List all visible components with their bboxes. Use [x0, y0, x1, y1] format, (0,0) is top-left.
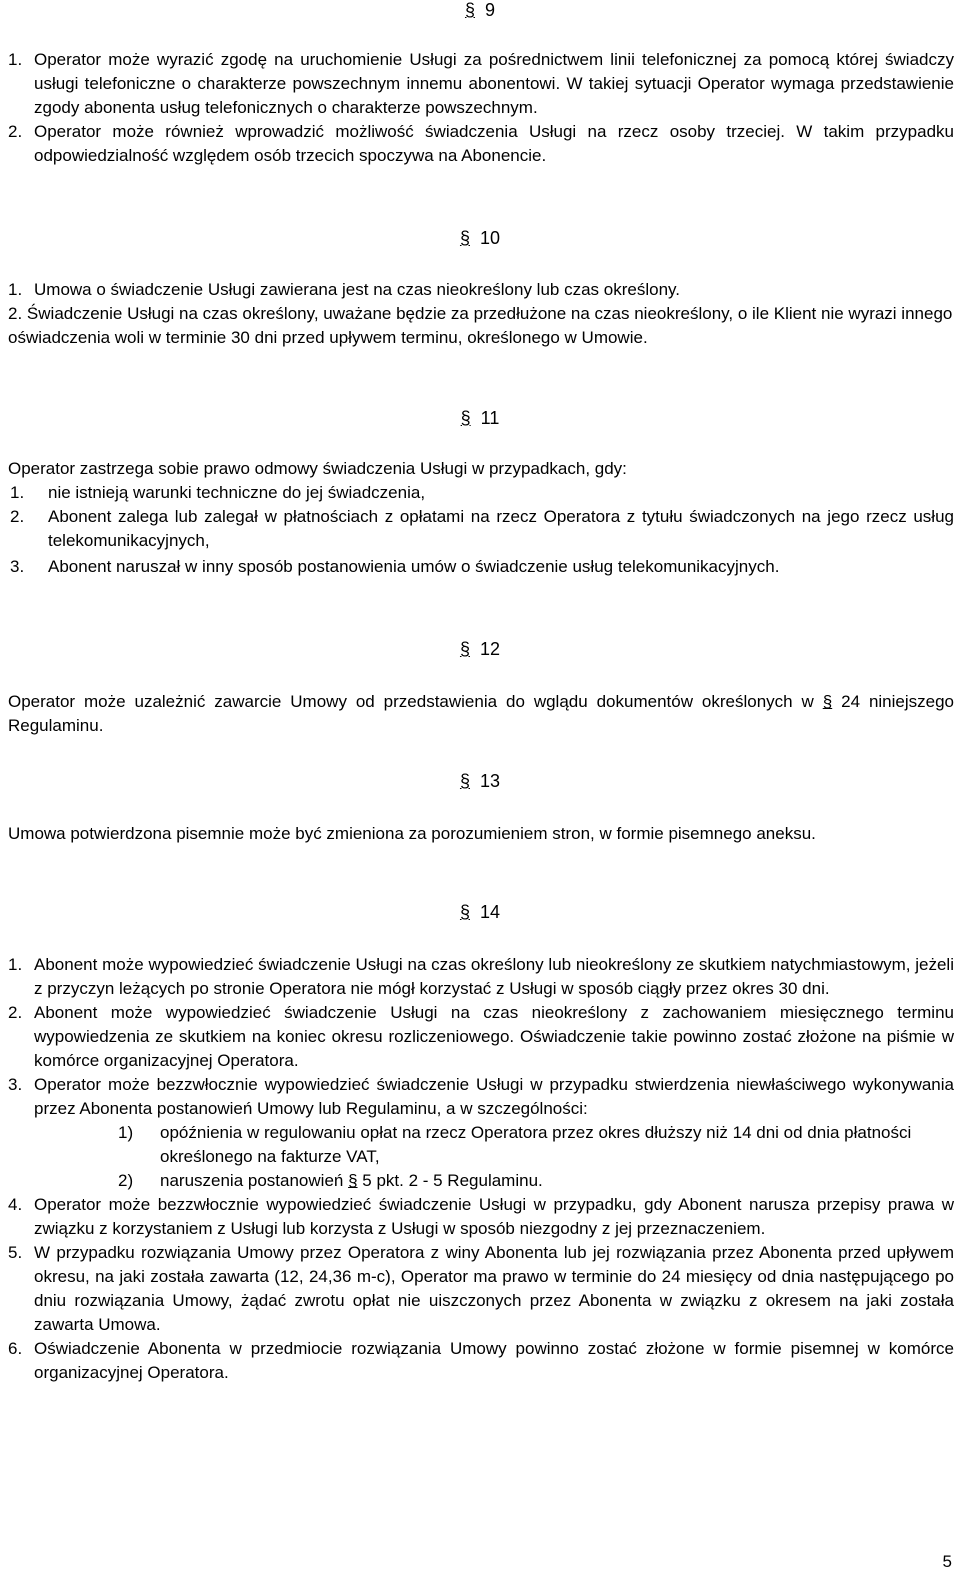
item-text: Operator może również wprowadzić możliwość świadczenia Usługi na rzecz osoby trzeciej. W takim przypadku odpowiedzialność względem osób trzecich spoczywa na Abonencie. — [34, 122, 954, 165]
list-item — [8, 48, 954, 120]
section-symbol: § — [460, 408, 471, 428]
item-text: W przypadku rozwiązania Umowy przez Operatora z winy Abonenta lub jej rozwiązania przez Abonenta przed upływem okresu, na jaki została zawarta (12, 24,36 m-c), Operator ma prawo w terminie do 24 miesięcy od dnia następującego po dniu rozwiązania Umowy, żądać zwrotu opłat nie uiszczonych przez Abonenta w związku z okresem na jaki została zawarta Umowa. — [34, 1243, 954, 1334]
item-number: 6. — [8, 1339, 23, 1358]
item-text: Umowa o świadczenie Usługi zawierana jest na czas nieokreślony lub czas określony. — [34, 280, 680, 299]
item-text: Oświadczenie Abonenta w przedmiocie rozwiązania Umowy powinno zostać złożone w formie pisemnej w komórce organizacyjnej Operatora. — [34, 1339, 954, 1382]
item-text: Abonent zalega lub zalegał w płatnościach z opłatami na rzecz Operatora z tytułu świadczonych na jego rzecz usług telekomunikacyjnych, — [48, 507, 954, 550]
section-heading-12 — [0, 637, 960, 661]
item-number: 5. — [8, 1243, 23, 1262]
item-text: Świadczenie Usługi na czas określony, uważane będzie za przedłużone na czas nieokreślony, o ile Klient nie wyrazi innego oświadczenia woli w terminie 30 dni przed upływem terminu, określonego w Umowie. — [8, 304, 953, 347]
item-number: 1. — [8, 280, 23, 299]
text-part: 24 niniejszego Regulaminu. — [8, 692, 955, 735]
text-part: 5 pkt. 2 - 5 Regulaminu. — [357, 1171, 543, 1190]
sub-item — [8, 1121, 954, 1169]
section-number: 12 — [479, 639, 501, 659]
item-text: Abonent może wypowiedzieć świadczenie Usługi na czas nieokreślony z zachowaniem miesięcznego terminu wypowiedzenia ze skutkiem na koniec okresu rozliczeniowego. Oświadczenie takie powinno zostać złożone na piśmie w komórce organizacyjnej Operatora. — [34, 1003, 954, 1070]
section-text: Umowa potwierdzona pisemnie może być zmieniona za porozumieniem stron, w formie pisemnego aneksu. — [8, 824, 816, 843]
item-text: Operator może wyrazić zgodę na uruchomienie Usługi za pośrednictwem linii telefonicznej za pomocą której świadczy usługi telefoniczne o charakterze powszechnym innemu abonentowi. W takiej sytuacji Operator wymaga przedstawienie zgody abonenta usług telefonicznych o charakterze powszechnym. — [34, 50, 954, 117]
list-item — [8, 120, 954, 168]
list-item — [8, 481, 954, 505]
section-intro: Operator zastrzega sobie prawo odmowy świadczenia Usługi w przypadkach, gdy: — [8, 459, 627, 478]
item-text: Abonent może wypowiedzieć świadczenie Usługi na czas określony lub nieokreślony ze skutkiem natychmiastowym, jeżeli z przyczyn leżących po stronie Operatora nie mógł korzystać z Usługi w sposób ciągły przez okres 30 dni. — [34, 955, 954, 998]
list-item — [8, 1241, 954, 1337]
item-number: 2. — [8, 1003, 23, 1022]
section-body-10 — [8, 278, 954, 350]
section-heading-9 — [0, 0, 960, 22]
section-text — [8, 690, 954, 738]
sub-item-number: 1) — [118, 1123, 134, 1142]
section-body-9 — [8, 48, 954, 168]
item-text: Operator może bezzwłocznie wypowiedzieć świadczenie Usługi w przypadku stwierdzenia niewłaściwego wykonywania przez Abonenta postanowień Umowy lub Regulaminu, a w szczególności: — [34, 1075, 954, 1118]
list-item — [8, 505, 954, 553]
section-heading-13 — [0, 769, 960, 793]
item-number: 2. — [10, 507, 25, 526]
item-number: 1. — [10, 483, 25, 502]
list-item — [8, 278, 954, 302]
item-number: 3. — [8, 1075, 23, 1094]
page-number: 5 — [942, 1552, 952, 1571]
list-item — [8, 553, 954, 580]
list-item — [8, 302, 954, 350]
section-symbol: § — [464, 0, 475, 20]
list-item — [8, 1001, 954, 1073]
section-body-11 — [8, 457, 954, 580]
section-body-12 — [8, 690, 954, 738]
section-number: 14 — [479, 902, 501, 922]
section-symbol-inline: § — [348, 1171, 358, 1190]
text-part: Operator może uzależnić zawarcie Umowy od przedstawienia do wglądu dokumentów określonych w — [8, 692, 823, 711]
section-symbol: § — [459, 771, 470, 791]
section-heading-14 — [0, 900, 960, 924]
item-number: 3. — [10, 557, 25, 576]
item-number: 2. — [8, 304, 23, 323]
text-part: naruszenia postanowień — [160, 1171, 349, 1190]
section-number: 10 — [479, 228, 501, 248]
list-item — [8, 953, 954, 1001]
list-item — [8, 1073, 954, 1121]
item-text: Operator może bezzwłocznie wypowiedzieć świadczenie Usługi w przypadku, gdy Abonent narusza przepisy prawa w związku z korzystaniem z Usługi lub korzysta z Usługi w sposób niezgodny z jej przeznaczeniem. — [34, 1195, 954, 1238]
section-number: 11 — [480, 408, 500, 428]
section-symbol: § — [459, 228, 470, 248]
section-symbol: § — [459, 902, 470, 922]
section-number: 13 — [479, 771, 501, 791]
section-symbol-inline: § — [822, 692, 833, 711]
section-heading-10 — [0, 226, 960, 250]
item-number: 4. — [8, 1195, 23, 1214]
section-body-13 — [8, 822, 954, 846]
sub-item-text: opóźnienia w regulowaniu opłat na rzecz Operatora przez okres dłuższy niż 14 dni od dnia płatności określonego na fakturze VAT, — [160, 1123, 912, 1166]
list-item — [8, 1193, 954, 1241]
item-number: 1. — [8, 50, 23, 69]
list-item — [8, 1337, 954, 1385]
section-body-14 — [8, 953, 954, 1385]
section-number: 9 — [485, 0, 496, 20]
section-heading-11 — [0, 406, 960, 430]
sub-item-number: 2) — [118, 1171, 134, 1190]
sub-item — [8, 1169, 954, 1193]
item-text: Abonent naruszał w inny sposób postanowienia umów o świadczenie usług telekomunikacyjnych. — [48, 557, 780, 576]
item-number: 2. — [8, 122, 23, 141]
item-text: nie istnieją warunki techniczne do jej świadczenia, — [48, 483, 426, 502]
sub-item-text — [160, 1169, 954, 1193]
item-number: 1. — [8, 955, 23, 974]
section-symbol: § — [459, 639, 470, 659]
